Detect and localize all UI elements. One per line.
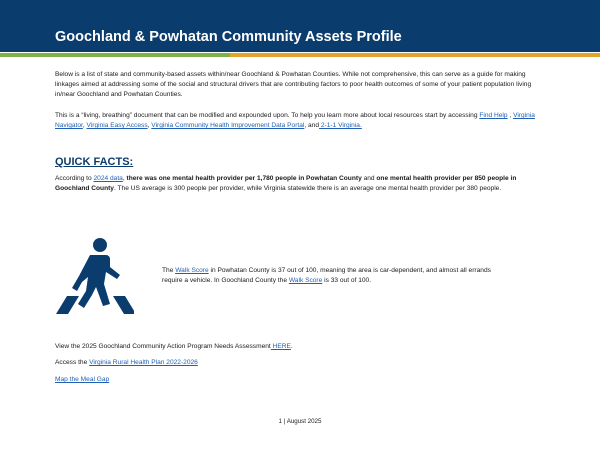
resources-intro-text: This is a “living, breathing” document that can be modified and expounded upon. To help you learn more about local resources start by accessing bbox=[55, 112, 480, 119]
data-2024-link[interactable]: 2024 data bbox=[93, 175, 123, 182]
rural-health-plan-link[interactable]: Virginia Rural Health Plan 2022-2026 bbox=[89, 359, 198, 366]
page-title: Goochland & Powhatan Community Assets Profile bbox=[55, 29, 402, 45]
separator: , bbox=[122, 175, 127, 182]
meal-gap-line bbox=[55, 375, 545, 385]
separator: , and bbox=[304, 122, 320, 129]
separator: , bbox=[507, 112, 514, 119]
conjunction: and bbox=[361, 175, 377, 182]
map-the-meal-gap-link[interactable]: Map the Meal Gap bbox=[55, 376, 110, 383]
header-banner bbox=[0, 0, 600, 52]
resources-paragraph bbox=[55, 111, 545, 131]
find-help-link[interactable]: Find Help bbox=[479, 112, 508, 119]
virginia-easy-access-link[interactable]: Virginia Easy Access bbox=[86, 122, 148, 129]
separator: , bbox=[147, 122, 152, 129]
period: . bbox=[290, 343, 293, 350]
walk-score-paragraph bbox=[162, 266, 507, 286]
rural-plan-text: Access the bbox=[55, 359, 90, 366]
pedestrian-crossing-icon bbox=[52, 234, 134, 314]
walk-intro-text: The bbox=[162, 267, 176, 274]
walk-score-link[interactable]: Walk Score bbox=[175, 267, 209, 274]
virginia-navigator-link[interactable]: Virginia Navigator bbox=[55, 112, 535, 129]
page-footer: 1 | August 2025 bbox=[278, 418, 322, 425]
quick-facts-heading: QUICK FACTS: bbox=[55, 156, 134, 168]
walk-mid-text: in Powhatan County is 37 out of 100, meaning the area is car-dependent, and almost all errands require a vehicle. In Goochland County the bbox=[162, 267, 491, 284]
intro-paragraph: Below is a list of state and community-based assets within/near Goochland & Powhatan Counties. While not comprehensive, this can serve as a guide for making linkages aimed at addressing some of the social and structural drivers that are contributing factors to poor health outcomes of some of your patient population living in/near Goochland and Powhatan Counties. bbox=[55, 71, 532, 98]
accent-rule-green bbox=[0, 53, 230, 57]
needs-assessment-here-link[interactable]: HERE bbox=[270, 343, 291, 350]
separator: , bbox=[82, 122, 87, 129]
powhatan-provider-stat: there was one mental health provider per 1,780 people in Powhatan County bbox=[126, 175, 362, 182]
two-one-one-virginia-link[interactable]: 2-1-1 Virginia. bbox=[319, 122, 362, 129]
needs-assessment-text: View the 2025 Goochland Community Action Program Needs Assessment bbox=[55, 343, 271, 350]
mental-health-fact bbox=[55, 174, 545, 194]
accent-rule-orange bbox=[230, 53, 600, 57]
fact-rest-text: . The US average is 300 people per provider, while Virginia statewide there is an average one mental health provider per 380 people. bbox=[113, 185, 502, 192]
needs-assessment-line bbox=[55, 342, 545, 352]
walk-score-link-2[interactable]: Walk Score bbox=[288, 277, 323, 284]
rural-health-plan-line bbox=[55, 358, 545, 368]
fact-intro-text: According to bbox=[55, 175, 94, 182]
goochland-provider-stat: one mental health provider per 850 people in Goochland County bbox=[55, 175, 517, 192]
walk-end-text: is 33 out of 100. bbox=[322, 277, 372, 284]
chip-data-portal-link[interactable]: Virginia Community Health Improvement Data Portal bbox=[151, 122, 305, 129]
